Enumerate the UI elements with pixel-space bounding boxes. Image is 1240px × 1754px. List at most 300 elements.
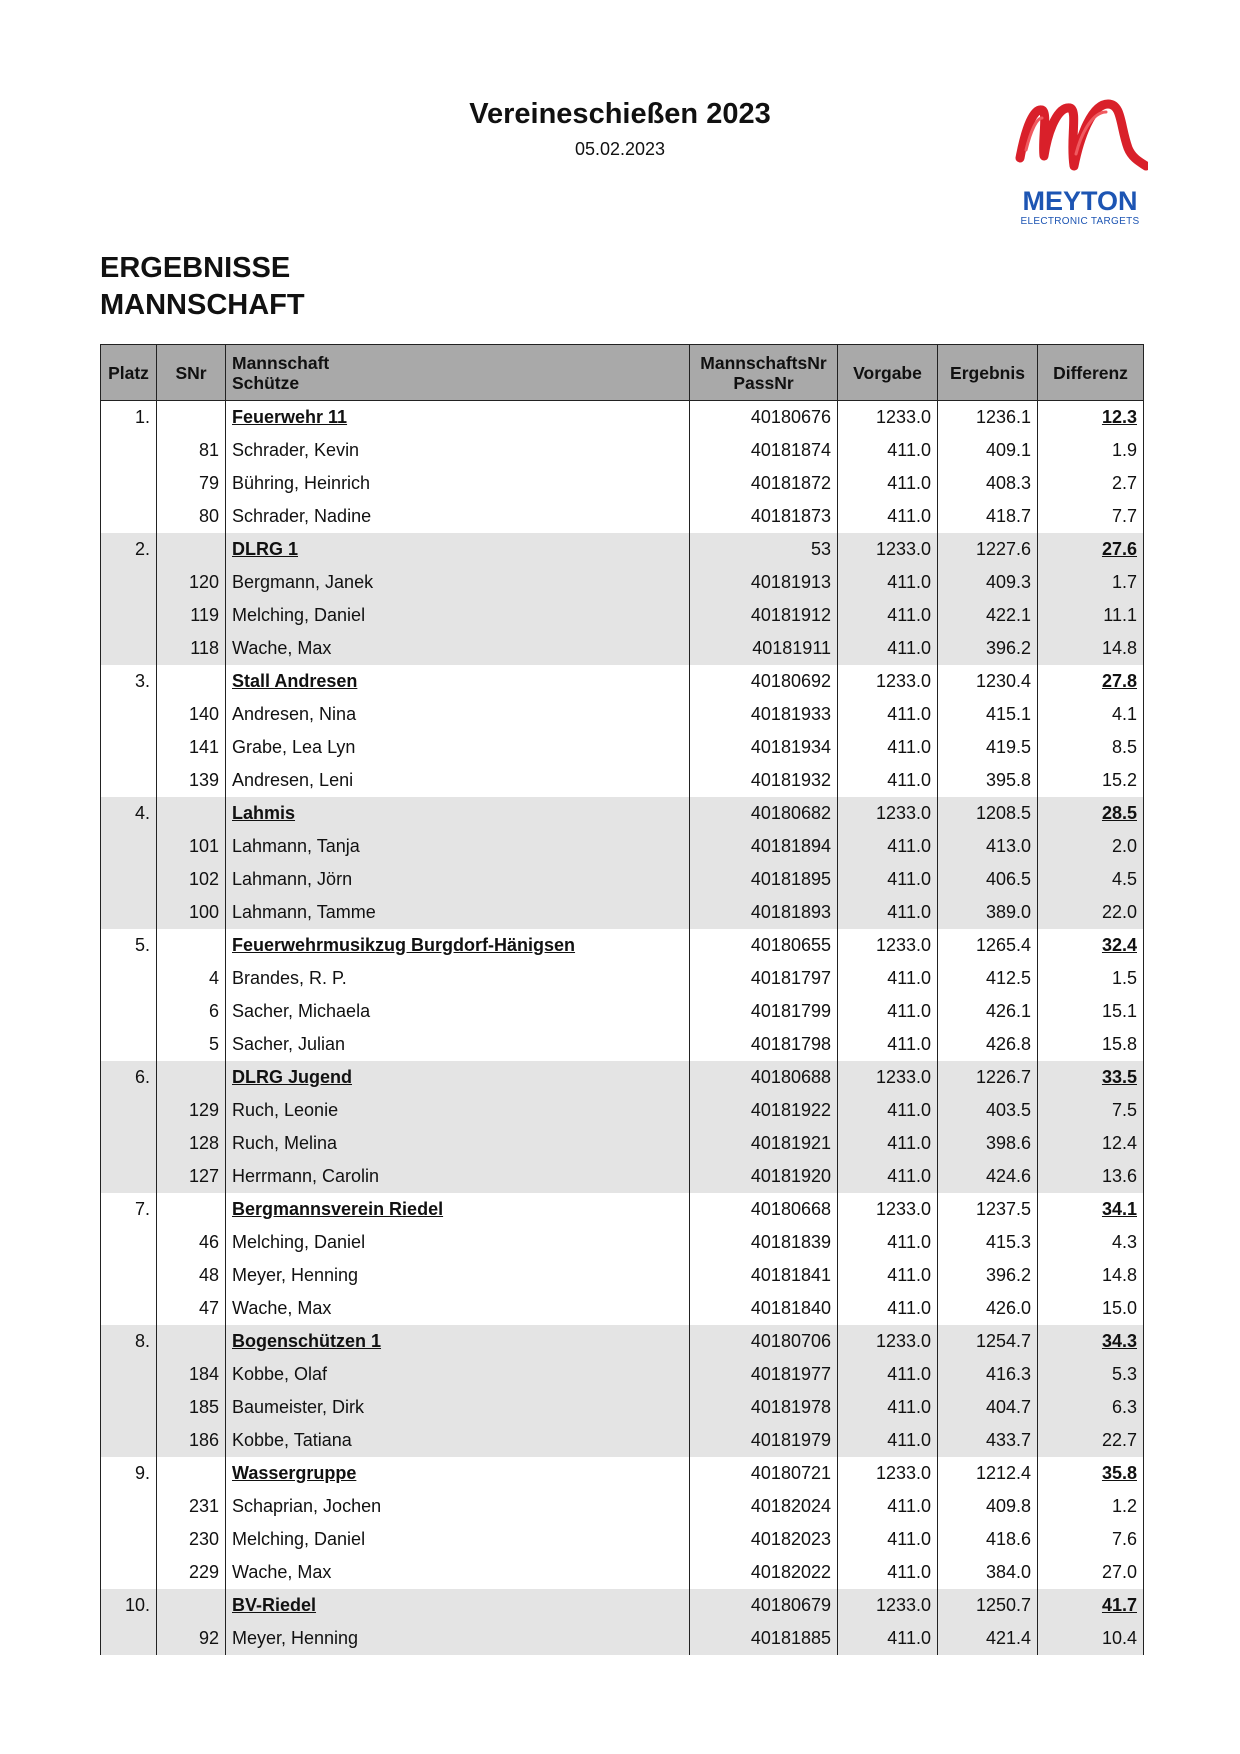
shooter-passnr: 40181913	[690, 566, 838, 599]
shooter-name: Herrmann, Carolin	[226, 1160, 690, 1193]
shooter-passnr: 40181894	[690, 830, 838, 863]
shooter-snr: 79	[157, 467, 226, 500]
shooter-platz	[101, 1292, 157, 1325]
meyton-logo	[1012, 96, 1152, 230]
shooter-ergebnis: 406.5	[938, 863, 1038, 896]
team-name-text: Stall Andresen	[232, 671, 358, 691]
section-heading-results: ERGEBNISSE	[100, 252, 291, 284]
shooter-platz	[101, 1028, 157, 1061]
shooter-vorgabe: 411.0	[838, 1622, 938, 1655]
shooter-differenz: 11.1	[1038, 599, 1144, 632]
shooter-ergebnis: 426.0	[938, 1292, 1038, 1325]
event-date: 05.02.2023	[574, 139, 666, 159]
team-row	[101, 1061, 1144, 1094]
team-ergebnis: 1236.1	[938, 401, 1038, 435]
shooter-differenz: 1.5	[1038, 962, 1144, 995]
shooter-differenz: 13.6	[1038, 1160, 1144, 1193]
shooter-row	[101, 500, 1144, 533]
shooter-ergebnis: 418.7	[938, 500, 1038, 533]
team-platz: 7.	[101, 1193, 157, 1226]
shooter-row	[101, 1094, 1144, 1127]
team-differenz-text: 35.8	[1101, 1463, 1137, 1483]
shooter-vorgabe: 411.0	[838, 500, 938, 533]
team-name-text: DLRG 1	[232, 539, 299, 559]
team-nr: 40180676	[690, 401, 838, 435]
team-ergebnis: 1237.5	[938, 1193, 1038, 1226]
shooter-passnr: 40181798	[690, 1028, 838, 1061]
shooter-ergebnis: 424.6	[938, 1160, 1038, 1193]
team-name	[226, 1457, 690, 1490]
shooter-passnr: 40181841	[690, 1259, 838, 1292]
team-snr	[157, 1193, 226, 1226]
team-ergebnis: 1250.7	[938, 1589, 1038, 1622]
shooter-platz	[101, 1127, 157, 1160]
shooter-row	[101, 434, 1144, 467]
shooter-differenz: 10.4	[1038, 1622, 1144, 1655]
shooter-ergebnis: 396.2	[938, 632, 1038, 665]
team-name-text: Feuerwehr 11	[232, 407, 348, 427]
team-name	[226, 1589, 690, 1622]
shooter-differenz: 1.9	[1038, 434, 1144, 467]
team-differenz	[1038, 1061, 1144, 1094]
results-table	[100, 344, 1144, 1655]
shooter-passnr: 40181893	[690, 896, 838, 929]
team-name-text: Bergmannsverein Riedel	[232, 1199, 444, 1219]
shooter-vorgabe: 411.0	[838, 962, 938, 995]
shooter-passnr: 40181873	[690, 500, 838, 533]
shooter-row	[101, 1292, 1144, 1325]
shooter-name: Meyer, Henning	[226, 1622, 690, 1655]
team-row	[101, 797, 1144, 830]
shooter-passnr: 40181895	[690, 863, 838, 896]
team-ergebnis: 1227.6	[938, 533, 1038, 566]
shooter-differenz: 1.7	[1038, 566, 1144, 599]
shooter-row	[101, 1391, 1144, 1424]
team-name	[226, 665, 690, 698]
shooter-ergebnis: 389.0	[938, 896, 1038, 929]
shooter-platz	[101, 467, 157, 500]
shooter-platz	[101, 1391, 157, 1424]
shooter-vorgabe: 411.0	[838, 1556, 938, 1589]
shooter-row	[101, 599, 1144, 632]
shooter-differenz: 2.7	[1038, 467, 1144, 500]
shooter-name: Meyer, Henning	[226, 1259, 690, 1292]
col-header-mannschaft	[226, 345, 690, 401]
team-vorgabe: 1233.0	[838, 1457, 938, 1490]
shooter-platz	[101, 500, 157, 533]
shooter-platz	[101, 863, 157, 896]
team-vorgabe: 1233.0	[838, 929, 938, 962]
team-name	[226, 1325, 690, 1358]
team-vorgabe: 1233.0	[838, 401, 938, 435]
team-row	[101, 1457, 1144, 1490]
shooter-differenz: 7.5	[1038, 1094, 1144, 1127]
shooter-passnr: 40181932	[690, 764, 838, 797]
team-differenz-text: 27.8	[1101, 671, 1137, 691]
shooter-ergebnis: 421.4	[938, 1622, 1038, 1655]
team-differenz	[1038, 1193, 1144, 1226]
team-vorgabe: 1233.0	[838, 1589, 938, 1622]
shooter-passnr: 40181977	[690, 1358, 838, 1391]
shooter-snr: 229	[157, 1556, 226, 1589]
shooter-snr: 129	[157, 1094, 226, 1127]
shooter-row	[101, 632, 1144, 665]
shooter-platz	[101, 896, 157, 929]
shooter-row	[101, 1424, 1144, 1457]
team-snr	[157, 533, 226, 566]
shooter-name: Melching, Daniel	[226, 1226, 690, 1259]
shooter-ergebnis: 395.8	[938, 764, 1038, 797]
team-vorgabe: 1233.0	[838, 1325, 938, 1358]
team-row	[101, 533, 1144, 566]
shooter-platz	[101, 1226, 157, 1259]
shooter-platz	[101, 731, 157, 764]
shooter-name: Lahmann, Tanja	[226, 830, 690, 863]
shooter-row	[101, 1160, 1144, 1193]
shooter-passnr: 40181885	[690, 1622, 838, 1655]
shooter-name: Lahmann, Jörn	[226, 863, 690, 896]
shooter-vorgabe: 411.0	[838, 1127, 938, 1160]
col-header-passnr-label: PassNr	[733, 372, 794, 393]
team-nr: 53	[690, 533, 838, 566]
results-body	[101, 401, 1144, 1656]
section-heading-team: MANNSCHAFT	[100, 289, 305, 321]
team-name-text: Wassergruppe	[232, 1463, 357, 1483]
shooter-snr: 92	[157, 1622, 226, 1655]
shooter-name: Grabe, Lea Lyn	[226, 731, 690, 764]
team-platz: 5.	[101, 929, 157, 962]
col-header-ergebnis: Ergebnis	[938, 345, 1038, 401]
shooter-passnr: 40181911	[690, 632, 838, 665]
team-differenz-text: 41.7	[1101, 1595, 1137, 1615]
team-differenz	[1038, 533, 1144, 566]
shooter-platz	[101, 599, 157, 632]
shooter-platz	[101, 1424, 157, 1457]
shooter-ergebnis: 412.5	[938, 962, 1038, 995]
shooter-snr: 231	[157, 1490, 226, 1523]
shooter-vorgabe: 411.0	[838, 863, 938, 896]
shooter-differenz: 15.1	[1038, 995, 1144, 1028]
team-row	[101, 1193, 1144, 1226]
shooter-ergebnis: 426.1	[938, 995, 1038, 1028]
team-name-text: Lahmis	[232, 803, 296, 823]
shooter-platz	[101, 1622, 157, 1655]
team-platz: 6.	[101, 1061, 157, 1094]
shooter-row	[101, 1523, 1144, 1556]
shooter-vorgabe: 411.0	[838, 1160, 938, 1193]
col-header-differenz: Differenz	[1038, 345, 1144, 401]
team-nr: 40180679	[690, 1589, 838, 1622]
team-ergebnis: 1208.5	[938, 797, 1038, 830]
shooter-passnr: 40182024	[690, 1490, 838, 1523]
shooter-platz	[101, 1160, 157, 1193]
shooter-snr: 141	[157, 731, 226, 764]
shooter-name: Kobbe, Olaf	[226, 1358, 690, 1391]
col-header-mannschaft-label: Mannschaft	[232, 352, 330, 373]
team-row	[101, 1589, 1144, 1622]
shooter-row	[101, 1490, 1144, 1523]
shooter-ergebnis: 415.3	[938, 1226, 1038, 1259]
shooter-row	[101, 1127, 1144, 1160]
shooter-row	[101, 566, 1144, 599]
shooter-row	[101, 467, 1144, 500]
shooter-snr: 102	[157, 863, 226, 896]
shooter-vorgabe: 411.0	[838, 467, 938, 500]
shooter-ergebnis: 403.5	[938, 1094, 1038, 1127]
shooter-snr: 119	[157, 599, 226, 632]
shooter-snr: 46	[157, 1226, 226, 1259]
shooter-differenz: 15.0	[1038, 1292, 1144, 1325]
shooter-row	[101, 731, 1144, 764]
shooter-name: Andresen, Nina	[226, 698, 690, 731]
team-nr: 40180688	[690, 1061, 838, 1094]
shooter-name: Ruch, Melina	[226, 1127, 690, 1160]
team-platz: 10.	[101, 1589, 157, 1622]
shooter-name: Bühring, Heinrich	[226, 467, 690, 500]
shooter-passnr: 40181934	[690, 731, 838, 764]
shooter-snr: 5	[157, 1028, 226, 1061]
shooter-passnr: 40181799	[690, 995, 838, 1028]
shooter-platz	[101, 632, 157, 665]
shooter-differenz: 22.0	[1038, 896, 1144, 929]
team-name	[226, 1193, 690, 1226]
shooter-vorgabe: 411.0	[838, 599, 938, 632]
team-name-text: Feuerwehrmusikzug Burgdorf-Hänigsen	[232, 935, 576, 955]
shooter-vorgabe: 411.0	[838, 1028, 938, 1061]
shooter-snr: 4	[157, 962, 226, 995]
team-nr: 40180682	[690, 797, 838, 830]
team-platz: 2.	[101, 533, 157, 566]
team-differenz	[1038, 1325, 1144, 1358]
shooter-vorgabe: 411.0	[838, 1523, 938, 1556]
shooter-row	[101, 962, 1144, 995]
shooter-differenz: 4.1	[1038, 698, 1144, 731]
team-snr	[157, 665, 226, 698]
shooter-platz	[101, 698, 157, 731]
shooter-snr: 48	[157, 1259, 226, 1292]
shooter-passnr: 40181978	[690, 1391, 838, 1424]
team-vorgabe: 1233.0	[838, 665, 938, 698]
shooter-platz	[101, 962, 157, 995]
shooter-passnr: 40181797	[690, 962, 838, 995]
team-nr: 40180668	[690, 1193, 838, 1226]
shooter-platz	[101, 1556, 157, 1589]
team-vorgabe: 1233.0	[838, 797, 938, 830]
shooter-ergebnis: 409.8	[938, 1490, 1038, 1523]
shooter-differenz: 27.0	[1038, 1556, 1144, 1589]
shooter-vorgabe: 411.0	[838, 896, 938, 929]
table-header-row	[101, 345, 1144, 401]
shooter-snr: 118	[157, 632, 226, 665]
team-snr	[157, 1589, 226, 1622]
shooter-row	[101, 830, 1144, 863]
shooter-passnr: 40181840	[690, 1292, 838, 1325]
shooter-snr: 6	[157, 995, 226, 1028]
shooter-differenz: 12.4	[1038, 1127, 1144, 1160]
team-vorgabe: 1233.0	[838, 533, 938, 566]
team-name	[226, 401, 690, 435]
shooter-snr: 81	[157, 434, 226, 467]
shooter-snr: 184	[157, 1358, 226, 1391]
shooter-name: Sacher, Julian	[226, 1028, 690, 1061]
shooter-passnr: 40181874	[690, 434, 838, 467]
team-ergebnis: 1230.4	[938, 665, 1038, 698]
shooter-platz	[101, 434, 157, 467]
shooter-passnr: 40181922	[690, 1094, 838, 1127]
col-header-nr	[690, 345, 838, 401]
shooter-ergebnis: 426.8	[938, 1028, 1038, 1061]
team-name	[226, 797, 690, 830]
team-name-text: DLRG Jugend	[232, 1067, 352, 1087]
shooter-vorgabe: 411.0	[838, 1292, 938, 1325]
team-differenz	[1038, 401, 1144, 435]
shooter-ergebnis: 396.2	[938, 1259, 1038, 1292]
team-differenz-text: 12.3	[1101, 407, 1137, 427]
shooter-vorgabe: 411.0	[838, 566, 938, 599]
team-snr	[157, 401, 226, 435]
shooter-platz	[101, 1358, 157, 1391]
shooter-ergebnis: 419.5	[938, 731, 1038, 764]
shooter-platz	[101, 1490, 157, 1523]
team-name	[226, 533, 690, 566]
shooter-row	[101, 1259, 1144, 1292]
team-name-text: BV-Riedel	[232, 1595, 317, 1615]
col-header-snr: SNr	[157, 345, 226, 401]
team-platz: 1.	[101, 401, 157, 435]
team-differenz-text: 34.3	[1101, 1331, 1137, 1351]
team-platz: 9.	[101, 1457, 157, 1490]
shooter-differenz: 8.5	[1038, 731, 1144, 764]
shooter-ergebnis: 416.3	[938, 1358, 1038, 1391]
team-name-text: Bogenschützen 1	[232, 1331, 382, 1351]
shooter-ergebnis: 409.1	[938, 434, 1038, 467]
team-platz: 4.	[101, 797, 157, 830]
shooter-differenz: 2.0	[1038, 830, 1144, 863]
shooter-platz	[101, 1523, 157, 1556]
shooter-row	[101, 995, 1144, 1028]
shooter-name: Schrader, Kevin	[226, 434, 690, 467]
shooter-ergebnis: 415.1	[938, 698, 1038, 731]
shooter-vorgabe: 411.0	[838, 830, 938, 863]
shooter-snr: 185	[157, 1391, 226, 1424]
shooter-name: Andresen, Leni	[226, 764, 690, 797]
team-row	[101, 665, 1144, 698]
shooter-vorgabe: 411.0	[838, 698, 938, 731]
logo-name: MEYTON	[1022, 186, 1138, 216]
col-header-schuetze-label: Schütze	[232, 372, 300, 393]
team-vorgabe: 1233.0	[838, 1061, 938, 1094]
team-snr	[157, 1325, 226, 1358]
col-header-mannschaftsnr-label: MannschaftsNr	[700, 352, 827, 373]
shooter-vorgabe: 411.0	[838, 764, 938, 797]
shooter-differenz: 1.2	[1038, 1490, 1144, 1523]
shooter-row	[101, 1028, 1144, 1061]
shooter-platz	[101, 1094, 157, 1127]
shooter-row	[101, 896, 1144, 929]
shooter-differenz: 5.3	[1038, 1358, 1144, 1391]
logo-mark-icon	[1012, 96, 1148, 186]
team-row	[101, 1325, 1144, 1358]
shooter-snr: 101	[157, 830, 226, 863]
shooter-ergebnis: 413.0	[938, 830, 1038, 863]
team-name	[226, 929, 690, 962]
shooter-differenz: 6.3	[1038, 1391, 1144, 1424]
shooter-passnr: 40181920	[690, 1160, 838, 1193]
team-differenz	[1038, 665, 1144, 698]
shooter-differenz: 4.3	[1038, 1226, 1144, 1259]
shooter-vorgabe: 411.0	[838, 995, 938, 1028]
team-differenz	[1038, 929, 1144, 962]
shooter-snr: 120	[157, 566, 226, 599]
logo-subtitle: ELECTRONIC TARGETS	[1020, 216, 1140, 227]
shooter-passnr: 40182022	[690, 1556, 838, 1589]
shooter-name: Bergmann, Janek	[226, 566, 690, 599]
col-header-platz: Platz	[101, 345, 157, 401]
team-snr	[157, 1061, 226, 1094]
shooter-passnr: 40181979	[690, 1424, 838, 1457]
shooter-platz	[101, 830, 157, 863]
shooter-vorgabe: 411.0	[838, 1094, 938, 1127]
shooter-ergebnis: 433.7	[938, 1424, 1038, 1457]
shooter-ergebnis: 404.7	[938, 1391, 1038, 1424]
team-snr	[157, 929, 226, 962]
shooter-snr: 128	[157, 1127, 226, 1160]
shooter-snr: 139	[157, 764, 226, 797]
shooter-snr: 230	[157, 1523, 226, 1556]
col-header-vorgabe: Vorgabe	[838, 345, 938, 401]
shooter-name: Lahmann, Tamme	[226, 896, 690, 929]
team-differenz	[1038, 1457, 1144, 1490]
shooter-differenz: 14.8	[1038, 632, 1144, 665]
shooter-row	[101, 1226, 1144, 1259]
team-differenz	[1038, 797, 1144, 830]
shooter-vorgabe: 411.0	[838, 632, 938, 665]
shooter-platz	[101, 764, 157, 797]
shooter-name: Ruch, Leonie	[226, 1094, 690, 1127]
shooter-ergebnis: 408.3	[938, 467, 1038, 500]
team-nr: 40180721	[690, 1457, 838, 1490]
team-name	[226, 1061, 690, 1094]
shooter-passnr: 40182023	[690, 1523, 838, 1556]
team-nr: 40180706	[690, 1325, 838, 1358]
shooter-vorgabe: 411.0	[838, 1391, 938, 1424]
shooter-differenz: 14.8	[1038, 1259, 1144, 1292]
team-snr	[157, 1457, 226, 1490]
team-ergebnis: 1226.7	[938, 1061, 1038, 1094]
team-row	[101, 401, 1144, 435]
team-snr	[157, 797, 226, 830]
team-differenz-text: 33.5	[1101, 1067, 1137, 1087]
shooter-name: Brandes, R. P.	[226, 962, 690, 995]
team-row	[101, 929, 1144, 962]
shooter-row	[101, 764, 1144, 797]
shooter-snr: 127	[157, 1160, 226, 1193]
team-platz: 8.	[101, 1325, 157, 1358]
shooter-snr: 186	[157, 1424, 226, 1457]
shooter-row	[101, 1622, 1144, 1655]
shooter-passnr: 40181921	[690, 1127, 838, 1160]
team-nr: 40180655	[690, 929, 838, 962]
shooter-passnr: 40181933	[690, 698, 838, 731]
team-ergebnis: 1254.7	[938, 1325, 1038, 1358]
team-differenz-text: 32.4	[1101, 935, 1137, 955]
shooter-row	[101, 1556, 1144, 1589]
shooter-differenz: 15.2	[1038, 764, 1144, 797]
shooter-vorgabe: 411.0	[838, 1358, 938, 1391]
shooter-passnr: 40181872	[690, 467, 838, 500]
shooter-name: Kobbe, Tatiana	[226, 1424, 690, 1457]
team-differenz-text: 28.5	[1101, 803, 1137, 823]
